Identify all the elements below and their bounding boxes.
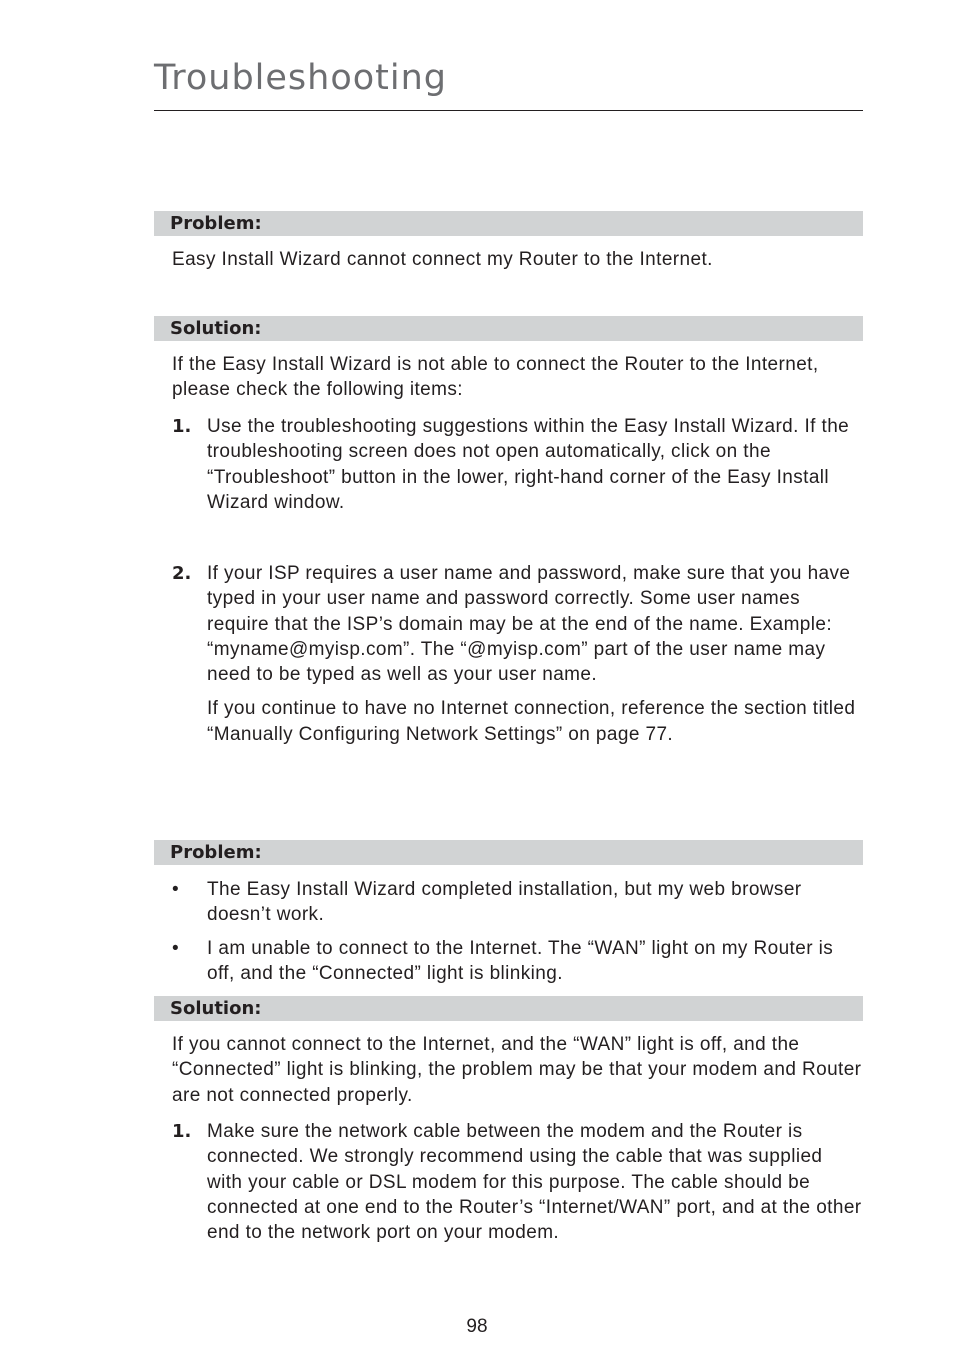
solution-heading-1: Solution: xyxy=(154,316,863,341)
step-followup-text: If you continue to have no Internet connection, reference the section titled “Manually Configuring Network Settings” on page 77. xyxy=(207,698,856,745)
solution-intro-1: If the Easy Install Wizard is not able to connect the Router to the Internet, please check the following items: xyxy=(172,354,819,401)
title-divider xyxy=(154,110,863,111)
step-number: 2. xyxy=(172,563,192,584)
problem-bullet-1 xyxy=(172,877,862,928)
page-number: 98 xyxy=(466,1316,488,1337)
step-text: If your ISP requires a user name and password, make sure that you have typed in your user name and password correctly. Some user names require that the ISP’s domain may be at the end of the name. Example: “myname@myisp.com”. The “@myisp.com” part of the user name may need to be typed as well as your user name. xyxy=(207,563,851,686)
step-number: 1. xyxy=(172,1121,192,1142)
solution-step-3 xyxy=(172,1119,862,1245)
bullet-text: I am unable to connect to the Internet. The “WAN” light on my Router is off, and the “Connected” light is blinking. xyxy=(207,938,834,985)
solution-step-1 xyxy=(172,414,862,515)
problem-text-1: Easy Install Wizard cannot connect my Router to the Internet. xyxy=(172,249,713,270)
step-text: Use the troubleshooting suggestions within the Easy Install Wizard. If the troubleshooting screen does not open automatically, click on the “Troubleshoot” button in the lower, right-hand corner of the Easy Install Wizard window. xyxy=(207,416,850,513)
problem-heading-2: Problem: xyxy=(154,840,863,865)
step-text: Make sure the network cable between the modem and the Router is connected. We strongly recommend using the cable that was supplied with your cable or DSL modem for this purpose. The cable should be connected at one end to the Router’s “Internet/WAN” port, and at the other end to the network port on your modem. xyxy=(207,1121,862,1244)
problem-bullet-2 xyxy=(172,936,862,987)
solution-step-2 xyxy=(172,561,862,747)
problem-heading-1: Problem: xyxy=(154,211,863,236)
bullet-mark: • xyxy=(172,938,179,959)
page-title: Troubleshooting xyxy=(154,58,448,98)
step-number: 1. xyxy=(172,416,192,437)
bullet-mark: • xyxy=(172,879,179,900)
solution-intro-2: If you cannot connect to the Internet, and the “WAN” light is off, and the “Connected” light is blinking, the problem may be that your modem and Router are not connected properly. xyxy=(172,1034,862,1106)
solution-heading-2: Solution: xyxy=(154,996,863,1021)
bullet-text: The Easy Install Wizard completed installation, but my web browser doesn’t work. xyxy=(207,879,802,926)
